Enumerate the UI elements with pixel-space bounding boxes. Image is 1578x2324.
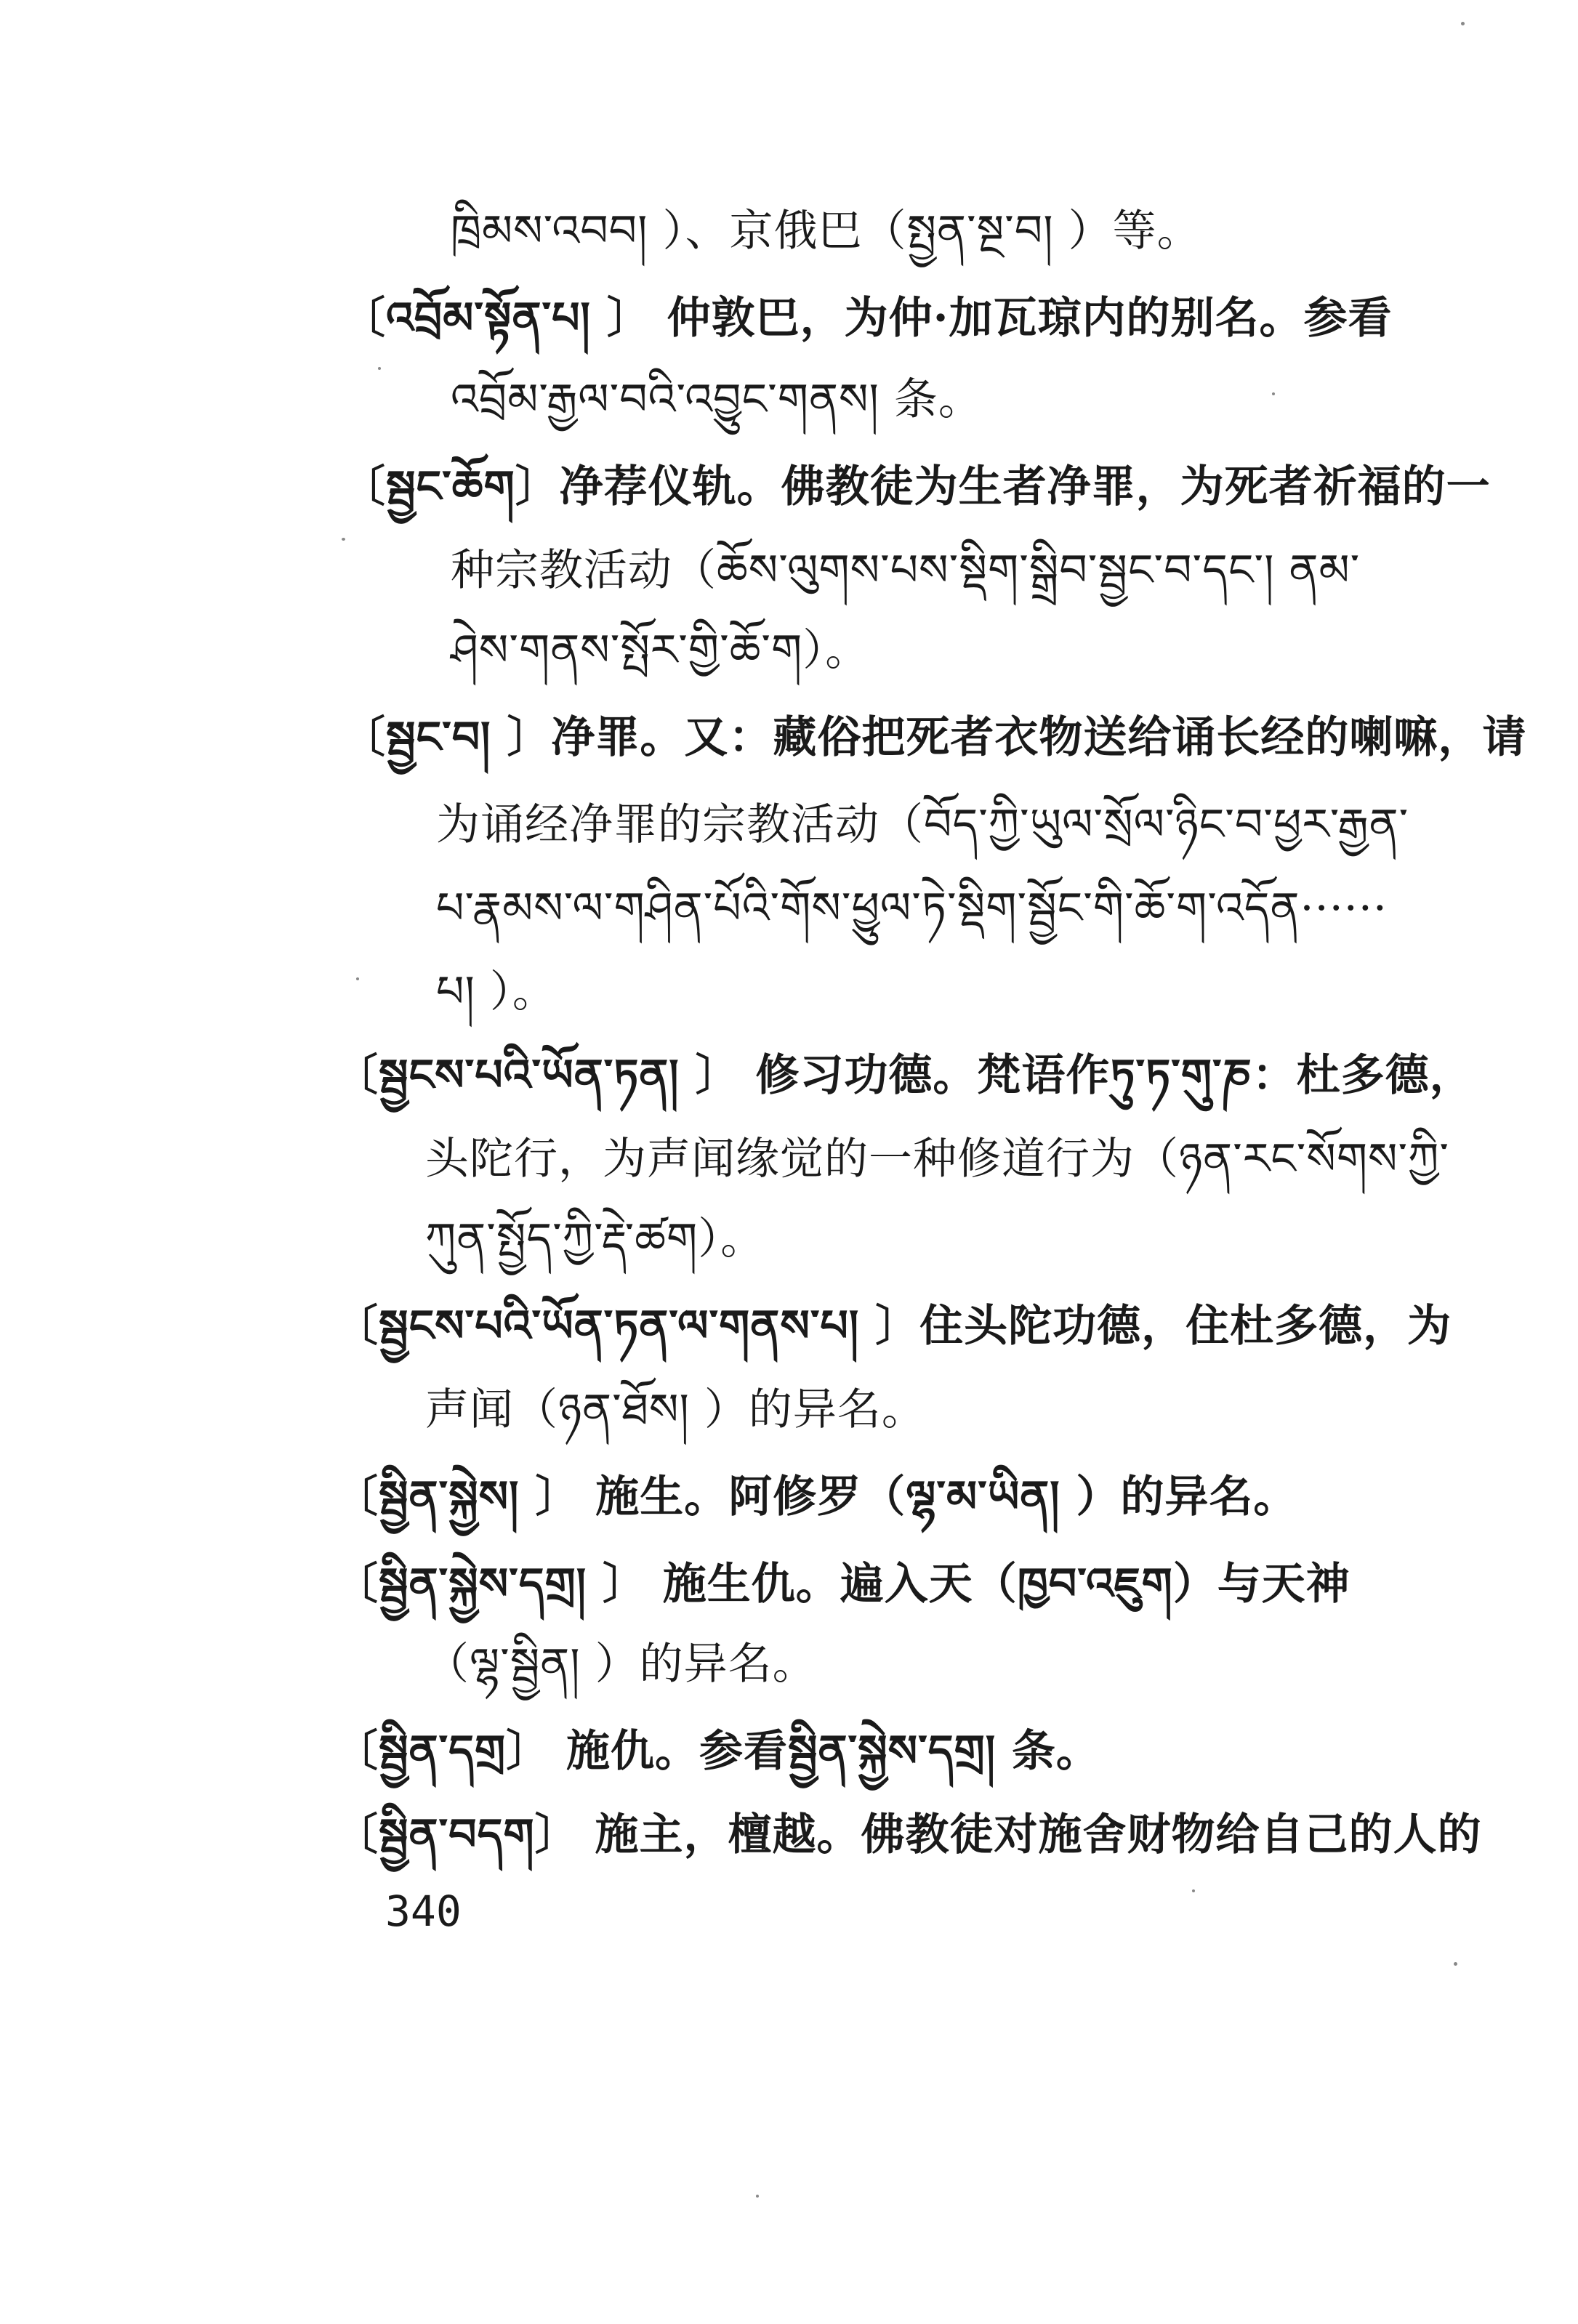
scan-speck — [1461, 22, 1465, 25]
text-line: འབྲོམ་རྒྱལ་བའི་འབྱུང་གནས། 条。 — [451, 374, 983, 425]
scan-speck — [1454, 1962, 1457, 1966]
scan-speck — [356, 977, 359, 980]
text-line: ཤེས་གནས་སྤོར་གྱི་ཆོ་ག）。 — [451, 625, 870, 676]
scan-speck — [1192, 1889, 1195, 1892]
text-line: 为诵经净罪的宗教活动（བོད་ཀྱི་ཡུལ་སྲོལ་ཉིང་བ་ཕྱར་རྒྱན་ — [436, 799, 1409, 850]
entry-heading-line: 〔སྦྱིན་སྐྱེས་དགྲ། 〕 施生仇。遍入天（ཁྱབ་འཇུག）与天神 — [334, 1559, 1350, 1610]
entry-heading-line: 〔འབྲོམ་སྟོན་པ། 〕 仲敦巴，为仲·加瓦琼内的别名。参看 — [342, 293, 1393, 344]
page-number: 340 — [385, 1887, 462, 1936]
text-line: 声闻（ཉན་ཐོས། ）的异名。 — [425, 1384, 926, 1435]
scan-speck — [756, 2195, 759, 2198]
text-line: ཁྲིམས་འབབ། ）、京俄巴（སྤྱན་སྔ་བ། ）等。 — [451, 206, 1201, 257]
entry-heading-line: 〔སྦྱིན་དགྲ〕 施仇。参看སྦྱིན་སྐྱེས་དགྲ། 条。 — [334, 1726, 1100, 1777]
text-line: 种宗教活动（ཆོས་ལུགས་པས་སྡིག་སྒྲིབ་སྦྱང་བ་དང་། ནམ་ — [451, 545, 1361, 596]
entry-heading-line: 〔སྦྱིན་བདག〕 施主，檀越。佛教徒对施舍财物给自己的人的 — [334, 1809, 1482, 1860]
entry-heading-line: 〔སྦྱངས་པའི་ཡོན་ཏན། 〕 修习功德。梵语作ཏུ་ཏ་གུ་ཎ：杜多德， — [334, 1050, 1474, 1101]
entry-heading-line: 〔སྦྱངས་པའི་ཡོན་ཏན་ལ་གནས་པ། 〕住头陀功德，住杜多德，为 — [334, 1301, 1452, 1352]
text-line: པ་རྣམས་ལ་གཤིན་པོའི་གོས་ཕྱུལ་ཏེ་སྡིག་སྦྱོང་གི་ཆོ་ག་འདོན······ — [436, 883, 1388, 934]
text-line: ཀུན་སྤྱོད་ཀྱི་རྡེ་ཚག）。 — [425, 1214, 765, 1264]
scan-speck — [342, 538, 345, 541]
entry-heading-line: 〔སྦྱིན་སྐྱེས། 〕 施生。阿修罗（ལྷ་མ་ཡིན། ）的异名。 — [334, 1472, 1298, 1522]
text-line: （ལྷ་སྦྱིན། ）的异名。 — [425, 1639, 817, 1690]
text-line: 头陀行，为声闻缘觉的一种修道行为（ཉན་རང་སོགས་ཀྱི་ — [425, 1134, 1449, 1185]
text-line: པ། ）。 — [436, 967, 557, 1017]
entry-heading-line: 〔སྦྱང་བ། 〕净罪。又：藏俗把死者衣物送给诵长经的喇嘛，请 — [342, 712, 1527, 763]
scan-speck — [1272, 392, 1275, 395]
scan-speck — [378, 367, 381, 370]
entry-heading-line: 〔སྦྱང་ཆོག〕净荐仪轨。佛教徒为生者净罪，为死者祈福的一 — [342, 461, 1491, 512]
